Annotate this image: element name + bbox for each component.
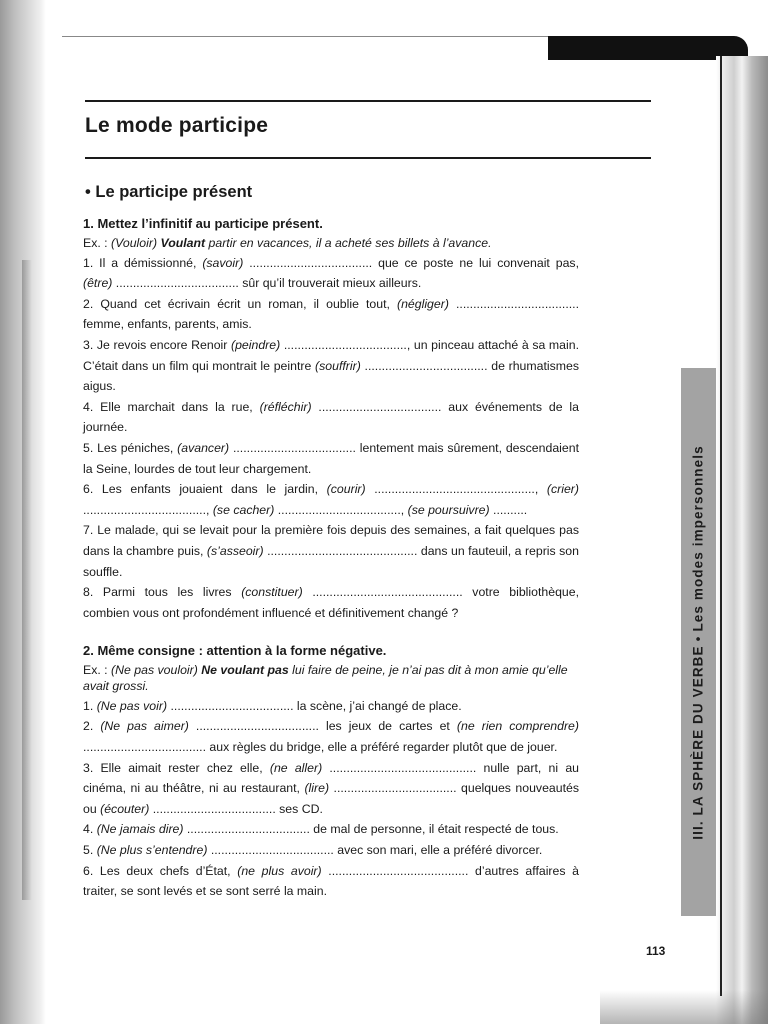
verb-cue: (peindre) [231,337,281,352]
item-text: .................................... aux événements de la journée. [83,399,579,435]
exercise-item [83,840,579,861]
exercise-item [83,479,579,520]
page-edge-line [720,56,722,996]
item-text: 5. [83,843,97,858]
verb-cue: (réfléchir) [259,399,312,414]
scan-shadow-bottom [600,990,768,1024]
exercise-2-title: 2. Même consigne : attention à la forme négative. [83,643,387,659]
verb-cue: (constituer) [241,585,303,600]
item-text: .................................... quelques nouveautés ou [83,781,580,816]
verb-cue: (Ne jamais dire) [96,822,184,837]
verb-cue: (savoir) [202,255,244,270]
example-rest: lui faire de peine, je n’ai pas dit à mon amie qu’elle avait grossi. [83,662,568,693]
item-text: 1. [83,698,97,713]
item-text: ..............................................., [365,482,547,497]
item-text: ............................................ votre bibliothèque, combien vous ont profondément influencé et définitivement changé ? [83,585,580,620]
exercise-item [83,758,579,820]
item-text: 2. Quand cet écrivain écrit un roman, il oublie tout, [83,296,397,311]
exercise-2-example [83,662,579,694]
verb-cue: (ne aller) [269,760,323,775]
verb-cue: (écouter) [100,801,150,816]
example-rest: partir en vacances, il a acheté ses billets à l’avance. [205,235,492,250]
item-text: 6. Les deux chefs d’État, [83,863,238,878]
exercise-item [83,438,579,479]
item-text: ......................................... d’autres affaires à traiter, se sont levés et se sont serré la main. [83,863,579,899]
verb-cue: (lire) [304,781,330,796]
item-text: ............................................ dans un fauteuil, a repris son souffle. [83,543,579,579]
exercise-1-items [83,253,579,624]
section-title: • Le participe présent [85,183,253,201]
side-tab-chapter: Les modes impersonnels [691,444,707,632]
side-tab-part: III. LA SPHÈRE DU VERBE [691,644,707,840]
scan-top-line [62,36,622,37]
verb-cue: (ne plus avoir) [237,863,322,878]
item-text: 4. Elle marchait dans la rue, [83,399,260,414]
item-text: 7. Le malade, qui se levait pour la première fois depuis des semaines, a fait quelques pas dans la chambre puis, [83,523,579,558]
item-text: ...................................., [83,502,213,517]
example-answer: Voulant [160,235,206,250]
item-text: .................................... les jeux de cartes et [188,719,457,734]
item-text: .................................... que ce poste ne lui convenait pas, [243,255,579,270]
verb-cue: (se poursuivre) [407,502,490,517]
item-text: .................................... de mal de personne, il était respecté de tous. [183,822,559,837]
item-text: .................................... femme, enfants, parents, amis. [83,296,579,332]
item-text: 5. Les péniches, [83,440,178,455]
item-text: 1. Il a démissionné, [83,255,203,270]
item-text: ........................................... nulle part, ni au cinéma, ni au théâtre, ni au restaurant, [83,760,580,796]
item-text: .................................... aux règles du bridge, elle a préféré regarder plutôt que de jouer. [83,740,558,755]
side-tab [681,368,716,916]
exercise-item [83,520,579,582]
verb-cue: (Ne pas voir) [96,698,168,713]
item-text: ...................................., [274,502,408,517]
verb-cue: (être) [83,276,113,291]
verb-cue: (négliger) [396,296,449,311]
page-number: 113 [646,944,666,958]
scan-shadow-right [716,56,768,1024]
title-rule-top [85,100,651,102]
item-text: 8. Parmi tous les livres [83,585,242,600]
example-cue: (Vouloir) [111,235,161,250]
exercise-item [83,696,579,717]
exercise-item [83,253,579,294]
verb-cue: (s’asseoir) [206,543,264,558]
exercise-item [83,716,579,757]
exercise-1-title: 1. Mettez l’infinitif au participe présent. [83,216,323,231]
exercise-spacer [83,623,579,641]
exercise-item [83,335,579,397]
verb-cue: (Ne plus s’entendre) [96,843,208,858]
example-answer: Ne voulant pas [201,662,289,677]
exercise-item [83,819,579,840]
title-rule-bottom [85,157,651,159]
exercise-1-example [83,235,579,251]
exercises [83,214,579,902]
item-text: .................................... lentement mais sûrement, descendaient la Seine, lourdes de tout leur chargement. [83,440,579,476]
verb-cue: (courir) [326,482,366,497]
item-text: 6. Les enfants jouaient dans le jardin, [83,482,327,497]
item-text: .................................... avec son mari, elle a préféré divorcer. [207,843,543,858]
verb-cue: (avancer) [177,440,230,455]
exercise-item [83,861,579,902]
exercise-item [83,397,579,438]
item-text: ...................................., un pinceau attaché à sa main. C’était dans un film qui montrait le peintre [83,337,579,373]
example-cue: (Ne pas vouloir) [111,662,202,677]
item-text: 4. [83,822,97,837]
example-prefix: Ex. : [83,662,112,677]
item-text: 3. Je revois encore Renoir [83,337,231,352]
item-text: .................................... sûr qu’il trouverait mieux ailleurs. [112,276,422,291]
side-tab-separator: • [691,635,707,641]
exercise-2-items [83,696,579,902]
verb-cue: (se cacher) [212,502,275,517]
item-text: 2. [83,719,101,734]
exercise-item [83,582,579,623]
side-tab-text [691,445,706,839]
item-text: .................................... ses CD. [149,801,323,816]
verb-cue: (ne rien comprendre) [456,719,579,734]
item-text: 3. Elle aimait rester chez elle, [83,760,270,775]
verb-cue: (crier) [546,482,579,497]
verb-cue: (Ne pas aimer) [100,719,189,734]
example-prefix: Ex. : [83,235,112,250]
exercise-item [83,294,579,335]
item-text: .................................... la scène, j’ai changé de place. [167,698,462,713]
page-title: Le mode participe [85,114,269,137]
scan-shadow-left-dark [22,260,32,900]
verb-cue: (souffrir) [315,358,361,373]
item-text: .................................... de rhumatismes aigus. [83,358,580,394]
item-text: .......... [489,502,528,517]
